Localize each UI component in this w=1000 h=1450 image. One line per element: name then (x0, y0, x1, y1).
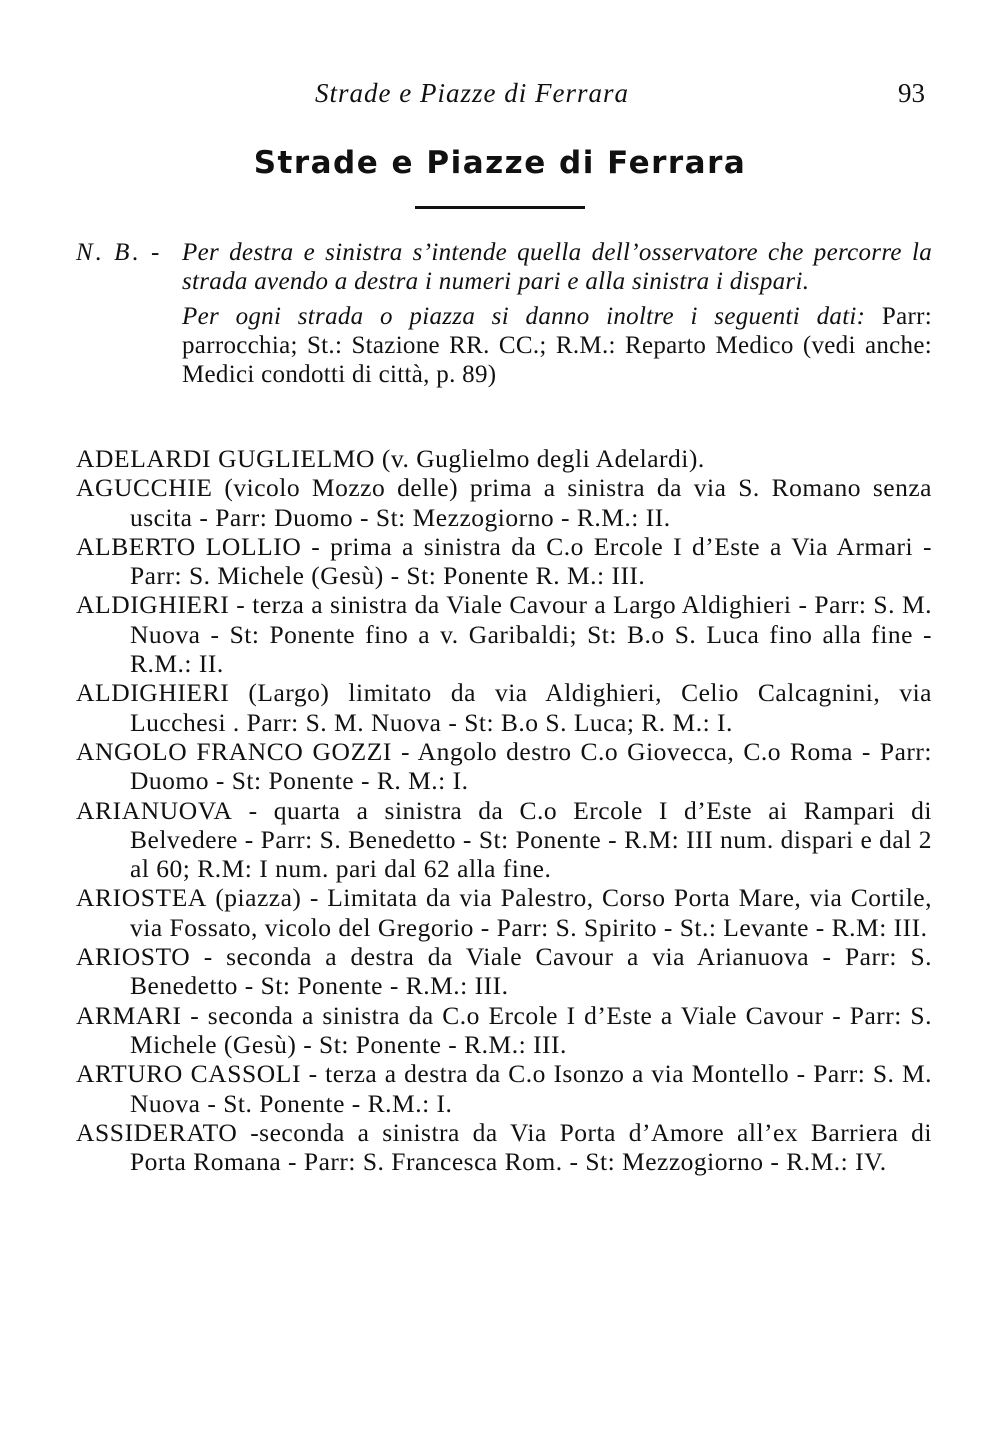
street-description: - prima a sinistra da C.o Ercole I d’Este a Via Armari - Parr: S. Michele (Gesù) - St: Ponente R. M.: III. (130, 531, 932, 591)
street-name: ADELARDI GUGLIELMO (76, 444, 376, 473)
nota-bene-data-legend: Parr: parrocchia; St.: Stazione RR. CC.; R.M.: Reparto Medico (vedi anche: Medici condotti di città, p. 89) (182, 303, 932, 388)
street-name: ALDIGHIERI (76, 678, 230, 708)
street-description: -seconda a sinistra da Via Porta d’Amore all’ex Barriera di Porta Romana - Parr: S. Francesca Rom. - St: Mezzogiorno - R.M.: IV. (130, 1117, 933, 1177)
title-divider (415, 206, 585, 209)
nota-bene-data-info (182, 302, 932, 389)
street-description: - Angolo destro C.o Giovecca, C.o Roma - Parr: Duomo - St: Ponente - R. M.: I. (130, 736, 932, 796)
street-entry (76, 1001, 932, 1060)
street-entry (76, 1118, 932, 1177)
running-header (0, 78, 1000, 118)
street-name: ALDIGHIERI (76, 590, 230, 620)
street-description: - terza a destra da C.o Isonzo a via Montello - Parr: S. M. Nuova - St. Ponente - R.M.: I. (130, 1059, 933, 1118)
page-number: 93 (898, 78, 925, 108)
street-entry (76, 590, 932, 678)
street-directory (76, 444, 932, 1176)
street-description: - seconda a destra da Viale Cavour a via Arianuova - Parr: S. Benedetto - St: Ponente - R.M.: III. (130, 942, 933, 1001)
street-name: ASSIDERATO (76, 1117, 238, 1147)
street-entry (76, 796, 932, 884)
street-entry (76, 473, 932, 532)
street-name: ARMARI (76, 1000, 182, 1030)
street-entry (76, 444, 932, 473)
running-title: Strade e Piazze di Ferrara (315, 78, 629, 108)
page-title: Strade e Piazze di Ferrara (253, 145, 747, 181)
street-description: (Largo) limitato da via Aldighieri, Celio Calcagnini, via Lucchesi . Parr: S. M. Nuova - St: B.o S. Luca; R. M.: I. (130, 678, 933, 737)
street-name: ARIOSTO (76, 942, 191, 972)
street-name: ARIOSTEA (76, 883, 207, 913)
street-entry (76, 883, 932, 942)
street-entry (76, 737, 932, 796)
street-entry (76, 1059, 932, 1118)
street-name: ARIANUOVA (76, 795, 233, 825)
nota-bene-text (182, 238, 932, 296)
street-name: ANGOLO FRANCO GOZZI (76, 736, 393, 766)
street-description: - seconda a sinistra da C.o Ercole I d’Este a Viale Cavour - Parr: S. Michele (Gesù) - St: Ponente - R.M.: III. (130, 1000, 932, 1059)
street-entry (76, 678, 932, 737)
nota-bene-data-intro: Per ogni strada o piazza si danno inoltre i seguenti dati: (182, 303, 866, 330)
nota-bene (76, 238, 932, 389)
street-name: ARTURO CASSOLI (76, 1059, 302, 1089)
nota-bene-paragraph: Per destra e sinistra s’intende quella dell’osservatore che percorre la strada avendo a destra i numeri pari e alla sinistra i dispari. (182, 239, 932, 295)
street-description: (vicolo Mozzo delle) prima a sinistra da via S. Romano senza uscita - Parr: Duomo - St: Mezzogiorno - R.M.: II. (130, 473, 932, 532)
street-name: ALBERTO LOLLIO (76, 531, 302, 561)
street-description: (v. Guglielmo degli Adelardi). (381, 444, 705, 473)
nota-bene-label: N. B. - (76, 239, 163, 266)
street-entry (76, 532, 932, 591)
street-name: AGUCCHIE (76, 473, 213, 503)
street-description: - terza a sinistra da Viale Cavour a Largo Aldighieri - Parr: S. M. Nuova - St: Ponente fino a v. Garibaldi; St: B.o S. Luca fino alla fine - R.M.: II. (130, 590, 932, 679)
street-entry (76, 942, 932, 1001)
street-description: (piazza) - Limitata da via Palestro, Corso Porta Mare, via Cortile, via Fossato, vicolo del Gregorio - Parr: S. Spirito - St.: Levante - R.M: III. (130, 883, 932, 942)
street-description: - quarta a sinistra da C.o Ercole I d’Este ai Rampari di Belvedere - Parr: S. Benedetto - St: Ponente - R.M: III num. dispari e dal 2 al 60; R.M: I num. pari dal 62 alla fine. (130, 795, 933, 884)
